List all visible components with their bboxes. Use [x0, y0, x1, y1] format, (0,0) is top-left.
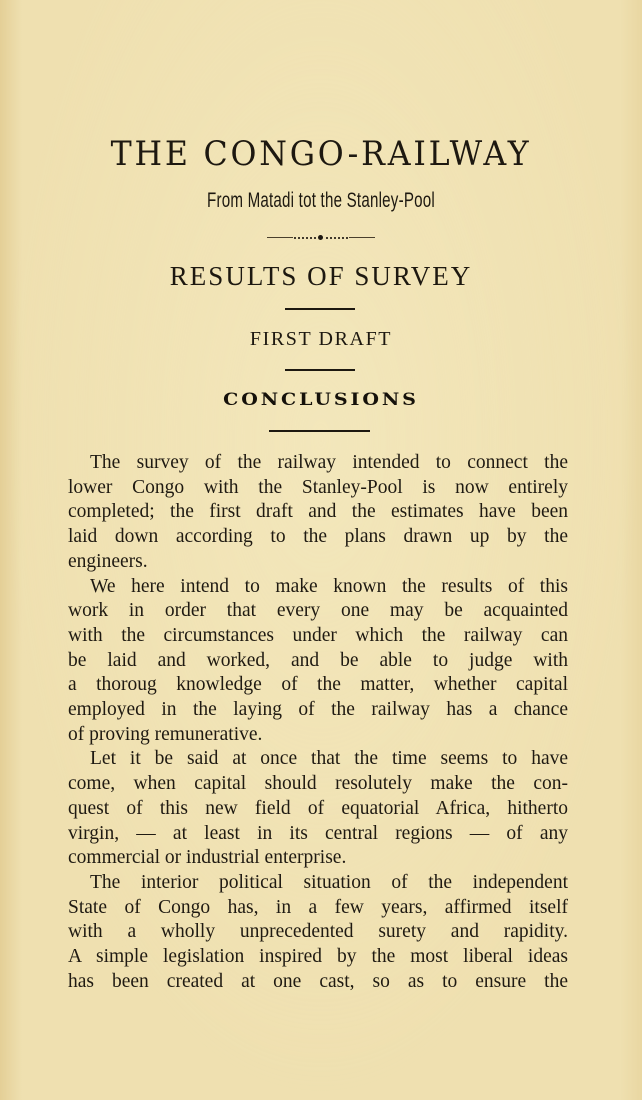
- text-line: engineers.: [68, 550, 148, 572]
- document-title: THE CONGO-RAILWAY: [110, 134, 532, 174]
- text-line: lower Congo with the Stanley-Pool is now entirely: [68, 476, 568, 498]
- text-line: A simple legislation inspired by the most liberal ideas: [68, 946, 568, 968]
- text-line: a thoroug knowledge of the matter, whether capital: [68, 674, 568, 696]
- ornament-line-right: [349, 237, 375, 238]
- text-line: with a wholly unprecedented surety and rapidity.: [68, 921, 568, 943]
- text-line: The interior political situation of the independent: [90, 871, 568, 893]
- text-line: completed; the first draft and the estimates have been: [68, 501, 568, 523]
- divider-rule: [285, 308, 355, 310]
- paragraph: [68, 451, 568, 575]
- text-line: We here intend to make known the results of this: [90, 575, 568, 597]
- text-line: commercial or industrial enterprise.: [68, 847, 347, 869]
- text-line: virgin, — at least in its central regions — of any: [68, 822, 568, 844]
- ornament-line-left: [267, 237, 293, 238]
- text-line: State of Congo has, in a few years, affirmed itself: [68, 896, 568, 918]
- ornament-dots-left: [293, 237, 317, 239]
- ornament-dots-right: [325, 237, 349, 239]
- chapter-title: CONCLUSIONS: [223, 390, 419, 410]
- document-subtitle: From Matadi tot the Stanley-Pool: [207, 189, 435, 212]
- text-line: employed in the laying of the railway has a chance: [68, 699, 568, 721]
- divider-rule: [285, 369, 355, 371]
- section-title: RESULTS OF SURVEY: [169, 261, 473, 291]
- paragraph: [68, 747, 568, 871]
- text-line: The survey of the railway intended to connect the: [90, 452, 568, 473]
- text-line: laid down according to the plans drawn up by the: [68, 526, 568, 548]
- text-line: be laid and worked, and be able to judge with: [68, 649, 568, 671]
- body-text: [68, 451, 568, 994]
- text-line: quest of this new field of equatorial Africa, hitherto: [68, 797, 568, 819]
- text-line: Let it be said at once that the time seems to have: [90, 748, 568, 770]
- ornament-separator-icon: [267, 236, 375, 240]
- text-line: of proving remunerative.: [68, 723, 263, 745]
- paragraph: [68, 871, 568, 995]
- text-line: come, when capital should resolutely make the con-: [68, 773, 568, 795]
- paragraph: [68, 575, 568, 748]
- text-line: has been created at one cast, so as to ensure the: [68, 970, 568, 992]
- text-line: with the circumstances under which the railway can: [68, 624, 568, 646]
- ornament-bullet: [318, 235, 323, 240]
- divider-rule: [269, 430, 370, 432]
- draft-label: FIRST DRAFT: [249, 328, 393, 350]
- text-line: work in order that every one may be acquainted: [68, 600, 568, 622]
